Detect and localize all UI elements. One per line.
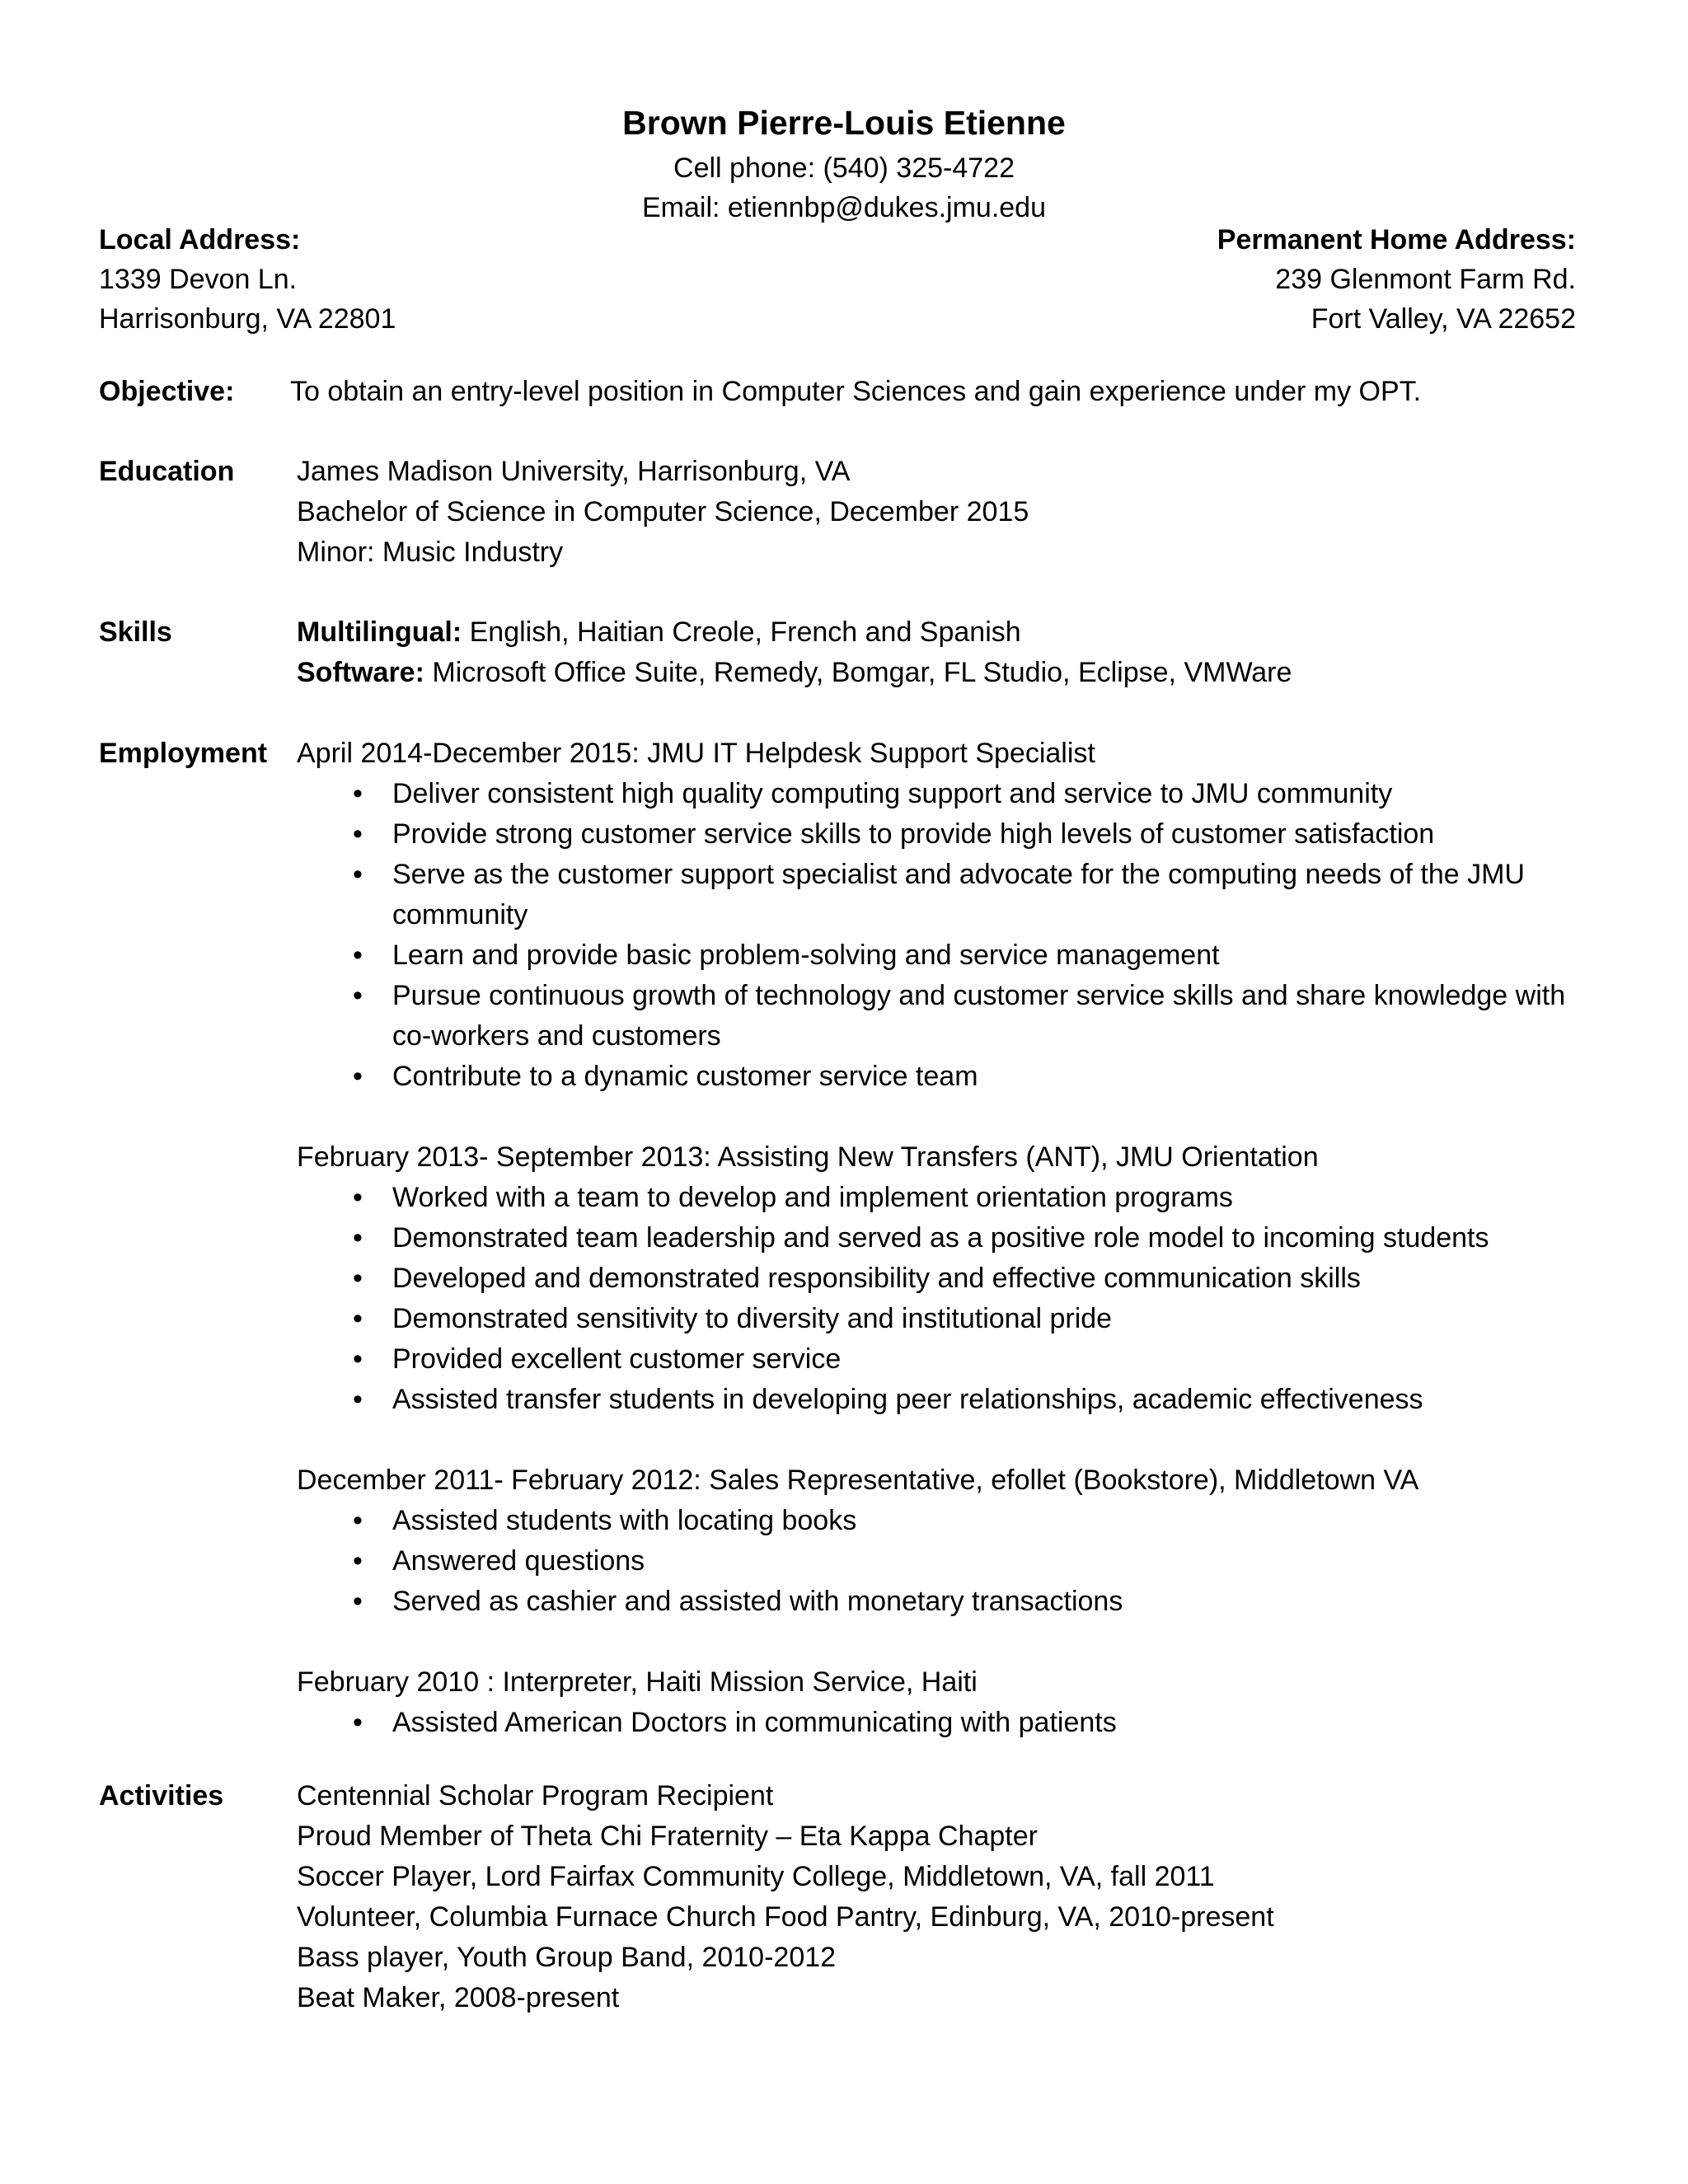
job-entry [297,733,1582,1097]
skill-value: English, Haitian Creole, French and Spanish [462,616,1021,648]
education-body [297,452,1582,573]
local-address-line2: Harrisonburg, VA 22801 [99,303,396,335]
skill-category: Multilingual: [297,616,462,648]
bullet-icon: • [353,1545,363,1577]
job-bullet-text: Served as cashier and assisted with monetary transactions [392,1586,1123,1617]
bullet-icon: • [353,1384,363,1415]
objective-text: To obtain an entry-level position in Computer Sciences and gain experience under my OPT. [290,376,1422,407]
job-bullet-text: Learn and provide basic problem-solving and service management [392,940,1220,971]
resume-header [0,97,1688,227]
job-bullet [297,855,1582,935]
bullet-icon: • [353,1061,363,1092]
skills-label: Skills [99,616,172,648]
education-line: James Madison University, Harrisonburg, VA [297,456,851,487]
job-title: February 2013- September 2013: Assisting New Transfers (ANT), JMU Orientation [297,1141,1319,1173]
job-bullets [297,1178,1582,1420]
job-bullet [297,774,1582,814]
job-bullet [297,976,1582,1057]
job-bullet-text: Provide strong customer service skills to provide high levels of customer satisfaction [392,818,1435,850]
activity-item: Bass player, Youth Group Band, 2010-2012 [297,1942,837,1973]
job-bullet [297,1218,1582,1258]
employment-body [297,733,1582,1743]
permanent-address [834,220,1576,339]
activity-item: Centennial Scholar Program Recipient [297,1780,774,1811]
email-address: Email: etiennbp@dukes.jmu.edu [641,192,1046,223]
job-bullet [297,935,1582,976]
job-bullet [297,1258,1582,1299]
job-bullet-text: Serve as the customer support specialist and advocate for the computing needs of the JMU community [392,859,1525,930]
local-address-line1: 1339 Devon Ln. [99,264,298,295]
job-bullet [297,1057,1582,1097]
skill-item [297,612,1582,653]
bullet-icon: • [353,778,363,809]
activity-item: Proud Member of Theta Chi Fraternity – Eta Kappa Chapter [297,1821,1038,1852]
education-label: Education [99,456,235,487]
bullet-icon: • [353,1303,363,1334]
objective-label: Objective: [99,376,235,407]
skills-body [297,612,1582,693]
job-bullet [297,1501,1582,1541]
local-address [99,220,841,339]
job-entry [297,1662,1582,1743]
bullet-icon: • [353,980,363,1011]
job-bullet-text: Demonstrated team leadership and served as a positive role model to incoming students [392,1222,1489,1254]
bullet-icon: • [353,859,363,890]
bullet-icon: • [353,940,363,971]
job-bullet [297,1541,1582,1582]
job-bullet [297,1178,1582,1218]
job-bullet-text: Demonstrated sensitivity to diversity and institutional pride [392,1303,1113,1334]
job-bullet-text: Developed and demonstrated responsibility and effective communication skills [392,1263,1361,1294]
activities-body [297,1776,1582,2018]
bullet-icon: • [353,1586,363,1617]
job-bullets [297,1703,1582,1743]
job-bullets [297,774,1582,1097]
job-bullet [297,1582,1582,1622]
bullet-icon: • [353,818,363,850]
job-bullet-text: Pursue continuous growth of technology and customer service skills and share knowledge with co-workers and customers [392,980,1566,1052]
job-title: December 2011- February 2012: Sales Representative, efollet (Bookstore), Middletown VA [297,1465,1419,1496]
job-entry [297,1137,1582,1420]
skill-value: Microsoft Office Suite, Remedy, Bomgar, FL Studio, Eclipse, VMWare [424,657,1292,688]
applicant-name: Brown Pierre-Louis Etienne [622,104,1066,142]
job-bullet-text: Deliver consistent high quality computing support and service to JMU community [392,778,1393,809]
bullet-icon: • [353,1707,363,1738]
job-bullet-text: Provided excellent customer service [392,1343,842,1375]
job-bullets [297,1501,1582,1622]
skill-category: Software: [297,657,424,688]
job-bullet-text: Answered questions [392,1545,645,1577]
job-bullet [297,814,1582,855]
activity-item: Soccer Player, Lord Fairfax Community College, Middletown, VA, fall 2011 [297,1861,1215,1892]
local-address-heading: Local Address: [99,224,301,255]
skill-item [297,653,1582,693]
bullet-icon: • [353,1263,363,1294]
activity-item: Volunteer, Columbia Furnace Church Food Pantry, Edinburg, VA, 2010-present [297,1901,1274,1933]
permanent-address-line2: Fort Valley, VA 22652 [1311,303,1576,335]
job-bullet [297,1380,1582,1420]
job-bullet-text: Contribute to a dynamic customer service team [392,1061,978,1092]
education-line: Bachelor of Science in Computer Science, December 2015 [297,496,1029,527]
permanent-address-heading: Permanent Home Address: [1217,224,1576,255]
job-bullet-text: Assisted transfer students in developing peer relationships, academic effectiveness [392,1384,1423,1415]
job-title: February 2010 : Interpreter, Haiti Mission Service, Haiti [297,1666,978,1698]
phone-number: Cell phone: (540) 325-4722 [673,152,1015,184]
job-bullet [297,1339,1582,1380]
activity-item: Beat Maker, 2008-present [297,1982,620,2013]
bullet-icon: • [353,1182,363,1213]
education-line: Minor: Music Industry [297,537,564,568]
bullet-icon: • [353,1505,363,1536]
bullet-icon: • [353,1343,363,1375]
job-entry [297,1460,1582,1622]
permanent-address-line1: 239 Glenmont Farm Rd. [1275,264,1576,295]
job-bullet-text: Worked with a team to develop and implement orientation programs [392,1182,1233,1213]
job-bullet [297,1299,1582,1339]
activities-label: Activities [99,1780,224,1811]
spacer [297,1622,1582,1662]
job-bullet-text: Assisted students with locating books [392,1505,857,1536]
job-bullet [297,1703,1582,1743]
spacer [297,1420,1582,1460]
bullet-icon: • [353,1222,363,1254]
objective-text-block [290,372,1576,412]
job-bullet-text: Assisted American Doctors in communicating with patients [392,1707,1117,1738]
job-title: April 2014-December 2015: JMU IT Helpdesk Support Specialist [297,738,1095,769]
employment-label: Employment [99,738,268,769]
spacer [297,1097,1582,1137]
